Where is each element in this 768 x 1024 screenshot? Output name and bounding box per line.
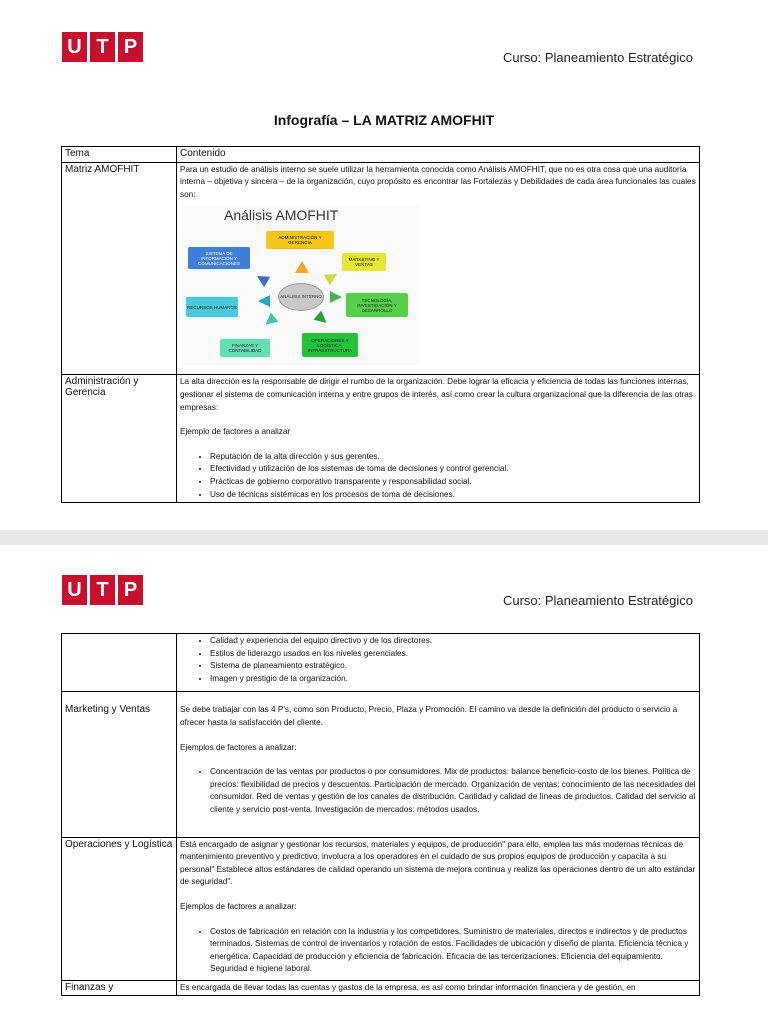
logo-letter-p: P [118, 32, 143, 62]
course-label: Curso: Planeamiento Estratégico [502, 593, 693, 608]
box-sistema-informacion: SISTEMA DE INFORMACIÓN Y COMUNICACIONES [188, 247, 250, 269]
list-item: • Imagen y prestigio de la organización. [210, 673, 696, 686]
box-marketing: MARKETING Y VENTAS [342, 253, 386, 271]
list-item: • Uso de técnicas sistémicas en los procesos de toma de decisiones. [210, 489, 696, 502]
logo-letter-u: U [62, 32, 87, 62]
contenido-amofhit [177, 162, 700, 375]
logo-letter-u: U [62, 575, 87, 605]
box-recursos-humanos: RECURSOS HUMANOS [186, 297, 238, 317]
list-item: • Concentración de las ventas por productos o por consumidores. Mix de productos: balance beneficio-costo de los bienes. Política de precios: flexibilidad de precios y descuentos. Participación de mercado. Organización de ventas: conocimiento de las necesidades del consumidor. Red de ventas y gestión de los canales de distribución. Cantidad y calidad de líneas de productos. Calidad del servicio al cliente y servicio post-venta. Investigación de mercados: métodos usados. [210, 766, 696, 816]
table-row-administracion [62, 375, 700, 503]
tema-operaciones: Operaciones y Logística [62, 837, 177, 980]
list-item: • Reputación de la alta dirección y sus gerentes. [210, 451, 696, 464]
contenido-administracion [177, 375, 700, 503]
operations-subtitle: Ejemplos de factores a analizar: [180, 901, 297, 911]
tema-amofhit: Matriz AMOFHIT [62, 162, 177, 375]
list-item: • Costos de fabricación en relación con la industria y los competidores. Suministro de materiales, directos e indirectos y de productos terminados. Sistemas de control de inventarios y rotación de estos. Facilidades de ubicación y diseño de planta. Eficiencia técnica y energética. Capacidad de producción y eficiencia de fabricación. Eficacia de las tercerizaciones. Eficiencia del equipamiento. Seguridad e higiene laboral. [210, 926, 696, 976]
arrow-up-icon [295, 261, 309, 273]
table-header-row [62, 147, 700, 163]
box-finanzas: FINANZAS Y CONTABILIDAD [220, 339, 270, 357]
utp-logo [62, 32, 143, 62]
arrow-down-right-icon [314, 311, 331, 328]
box-tecnologia: TECNOLOGÍA, INVESTIGACIÓN Y DESARROLLO [346, 293, 408, 317]
header-contenido: Contenido [177, 147, 700, 163]
table-row-finanzas [62, 980, 700, 996]
operations-factors-list [180, 926, 696, 976]
amofhit-text: Para un estudio de análisis interno se suele utilizar la herramienta conocida como Análisis AMOFHIT, que no es otra cosa que una auditoría interna – objetiva y sincera – de la organización, cuyo propósito es encontrar las Fortalezas y Debilidades de cada área funcionales las cuales son: [180, 164, 696, 199]
arrow-up-left-icon [254, 271, 270, 287]
tema-administracion: Administración y Gerencia [62, 375, 177, 503]
contenido-operaciones [177, 837, 700, 980]
utp-logo [62, 575, 143, 605]
contenido-administracion-cont [177, 634, 700, 692]
contenido-marketing [177, 692, 700, 837]
arrow-up-right-icon [324, 269, 340, 285]
tema-marketing: Marketing y Ventas [62, 692, 177, 837]
admin-factors-list [180, 451, 696, 501]
arrow-left-icon [258, 295, 270, 307]
list-item: • Prácticas de gobierno corporativo transparente y responsabilidad social. [210, 476, 696, 489]
header-tema: Tema [62, 147, 177, 163]
diagram-title: Análisis AMOFHIT [224, 207, 339, 224]
list-item: • Efectividad y utilización de los sistemas de toma de decisiones y control gerencial. [210, 463, 696, 476]
marketing-factors-list [180, 766, 696, 816]
admin-subtitle: Ejemplo de factores a analizar [180, 427, 291, 437]
marketing-text: Se debe trabajar con las 4 P's, como son Producto, Precio, Plaza y Promoción. El camino va desde la definición del producto o servicio a ofrecer hasta la satisfacción del cliente. [180, 705, 678, 727]
box-administracion: ADMINISTRACIÓN Y GERENCIA [266, 231, 334, 249]
tema-finanzas: Finanzas y [62, 980, 177, 996]
document-page-2 [0, 545, 768, 1024]
list-item: • Estilos de liderazgo usados en los niveles gerenciales. [210, 648, 696, 661]
tema-empty [62, 634, 177, 692]
document-title: Infografía – LA MATRIZ AMOFHIT [273, 112, 495, 128]
list-item: • Calidad y experiencia del equipo directivo y de los directores. [210, 635, 696, 648]
arrow-right-icon [330, 291, 342, 303]
arrow-down-left-icon [262, 313, 279, 330]
admin-text: La alta dirección es la responsable de dirigir el rumbo de la organización. Debe lograr la eficacia y eficiencia de todas las funciones internas, gestionar el sistema de comunicación interna y entre grupos de interés, así como crear la cultura organizacional que la diferencia de las otras empresas: [180, 377, 693, 412]
marketing-subtitle: Ejemplos de factores a analizar: [180, 742, 297, 752]
admin-factors-list-cont [180, 635, 696, 685]
table-row-marketing [62, 692, 700, 837]
course-label: Curso: Planeamiento Estratégico [502, 50, 693, 65]
operations-text: Está encargado de asignar y gestionar los recursos, materiales y equipos, de producción" para ello, emplea las más modernas técnicas de mantenimiento preventivo y predictivo, involucra a los operadores en el cuidado de sus propios equipos de producción y capacita a su personal" Establece altos estándares de calidad operando un sistema de mejora continua y realiza las operaciones dentro de un alto estándar de seguridad". [180, 839, 696, 887]
table-row-operaciones [62, 837, 700, 980]
list-item: • Sistema de planeamiento estratégico. [210, 660, 696, 673]
diagram-center: ANÁLISIS INTERNO [278, 283, 324, 311]
logo-letter-t: T [90, 32, 115, 62]
logo-letter-t: T [90, 575, 115, 605]
content-table-page-1 [61, 146, 700, 503]
table-row-amofhit [62, 162, 700, 375]
logo-letter-p: P [118, 575, 143, 605]
table-row-administracion-cont [62, 634, 700, 692]
amofhit-diagram [184, 205, 420, 365]
content-table-page-2 [61, 633, 700, 996]
box-operaciones: OPERACIONES Y LOGÍSTICA, INFRAESTRUCTURA [302, 333, 358, 357]
contenido-finanzas: Es encargada de llevar todas las cuentas y gastos de la empresa, es así como brindar información financiera y de gestión, en [177, 980, 700, 996]
